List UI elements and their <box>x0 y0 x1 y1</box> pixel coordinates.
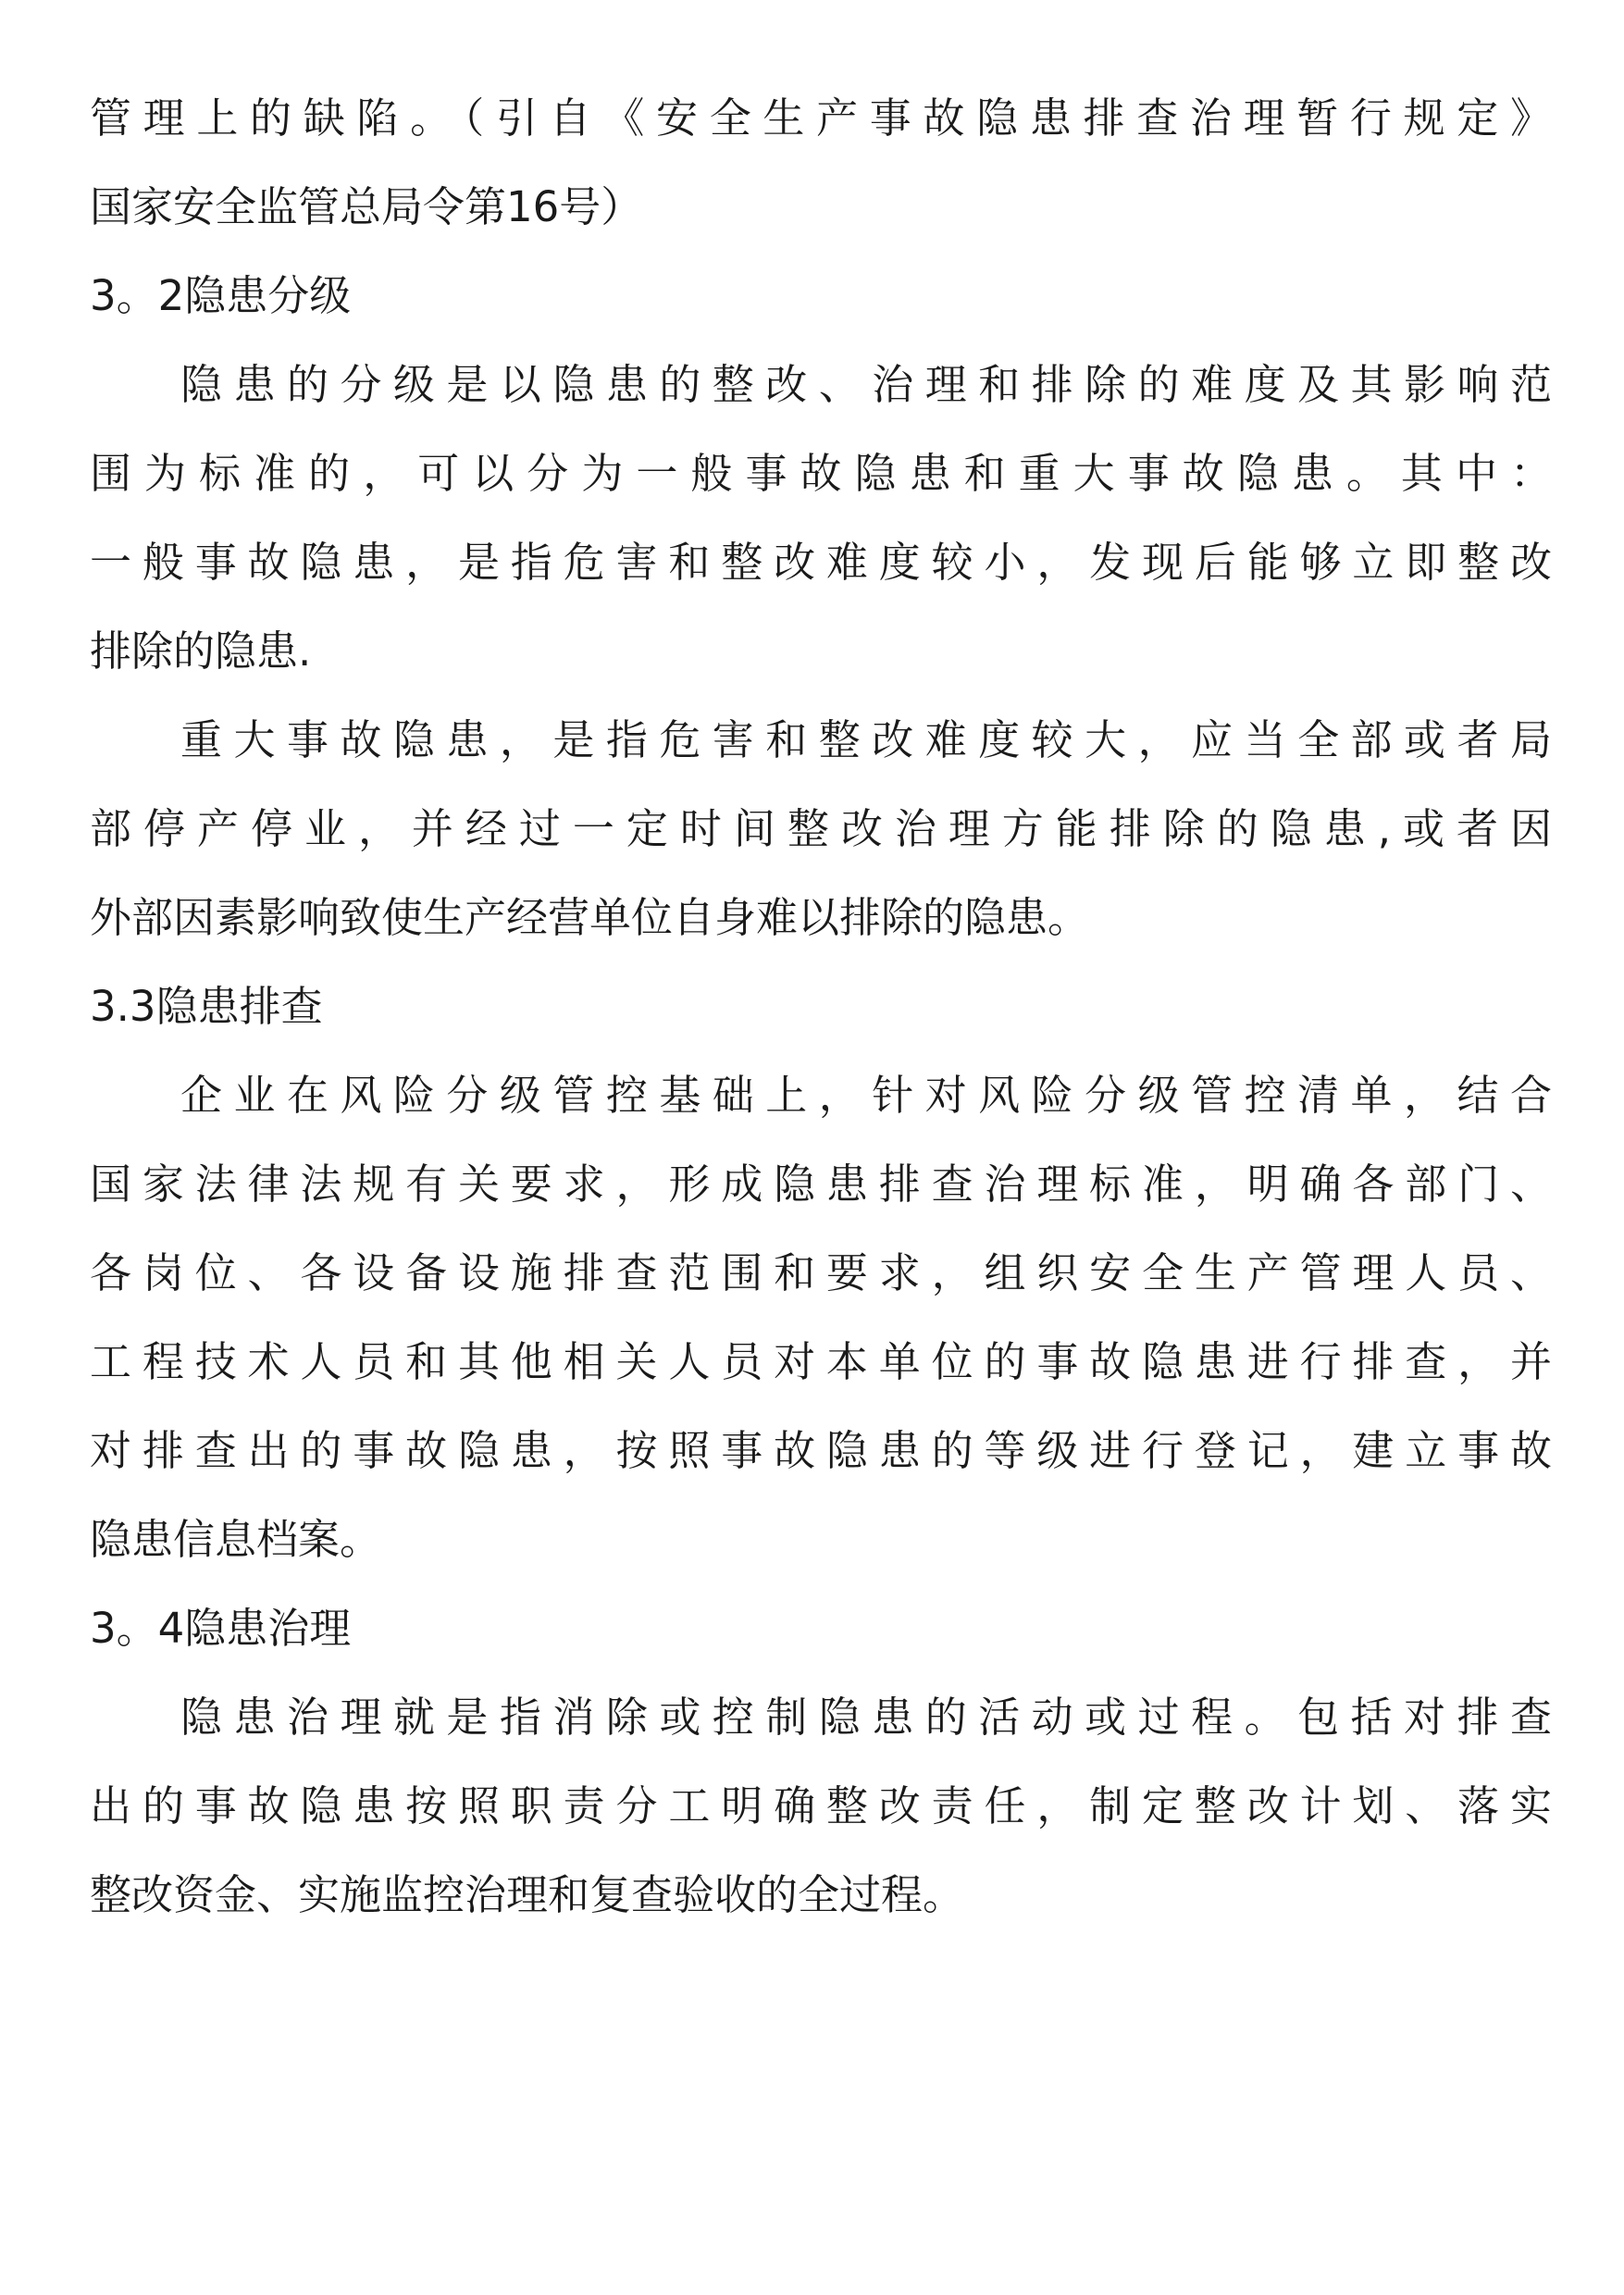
text-line: 隐患信息档案。 <box>90 1515 382 1564</box>
text-line: 排除的隐患. <box>90 626 312 676</box>
text-line: 对排查出的事故隐患，按照事故隐患的等级进行登记，建立事故 <box>90 1426 1552 1475</box>
text-line: 整改资金、实施监控治理和复查验收的全过程。 <box>90 1870 965 1919</box>
text-line: 外部因素影响致使生产经营单位自身难以排除的隐患。 <box>90 893 1090 942</box>
text-line: 国家安全监管总局令第16号） <box>90 182 643 231</box>
text-line: 出的事故隐患按照职责分工明确整改责任，制定整改计划、落实 <box>90 1781 1552 1830</box>
document-page <box>90 74 1552 1940</box>
text-line: 国家法律法规有关要求，形成隐患排查治理标准，明确各部门、 <box>90 1160 1552 1209</box>
text-line: 隐患治理就是指消除或控制隐患的活动或过程。包括对排查 <box>180 1693 1552 1742</box>
text-line: 企业在风险分级管控基础上，针对风险分级管控清单，结合 <box>180 1071 1552 1120</box>
text-line: 各岗位、各设备设施排查范围和要求，组织安全生产管理人员、 <box>90 1248 1552 1297</box>
text-line: 重大事故隐患，是指危害和整改难度较大，应当全部或者局 <box>180 715 1552 764</box>
text-line: 隐患的分级是以隐患的整改、治理和排除的难度及其影响范 <box>180 360 1552 409</box>
text-line: 围为标准的，可以分为一般事故隐患和重大事故隐患。其中： <box>90 449 1552 498</box>
text-line: 工程技术人员和其他相关人员对本单位的事故隐患进行排查，并 <box>90 1337 1552 1386</box>
text-line: 管理上的缺陷。（引自《安全生产事故隐患排查治理暂行规定》 <box>90 93 1552 143</box>
text-line: 一般事故隐患，是指危害和整改难度较小，发现后能够立即整改 <box>90 538 1552 587</box>
section-heading: 3。2隐患分级 <box>90 271 352 320</box>
text-line: 部停产停业，并经过一定时间整改治理方能排除的隐患,或者因 <box>90 804 1552 853</box>
section-heading: 3.3隐患排查 <box>90 982 323 1031</box>
section-heading: 3。4隐患治理 <box>90 1604 352 1653</box>
